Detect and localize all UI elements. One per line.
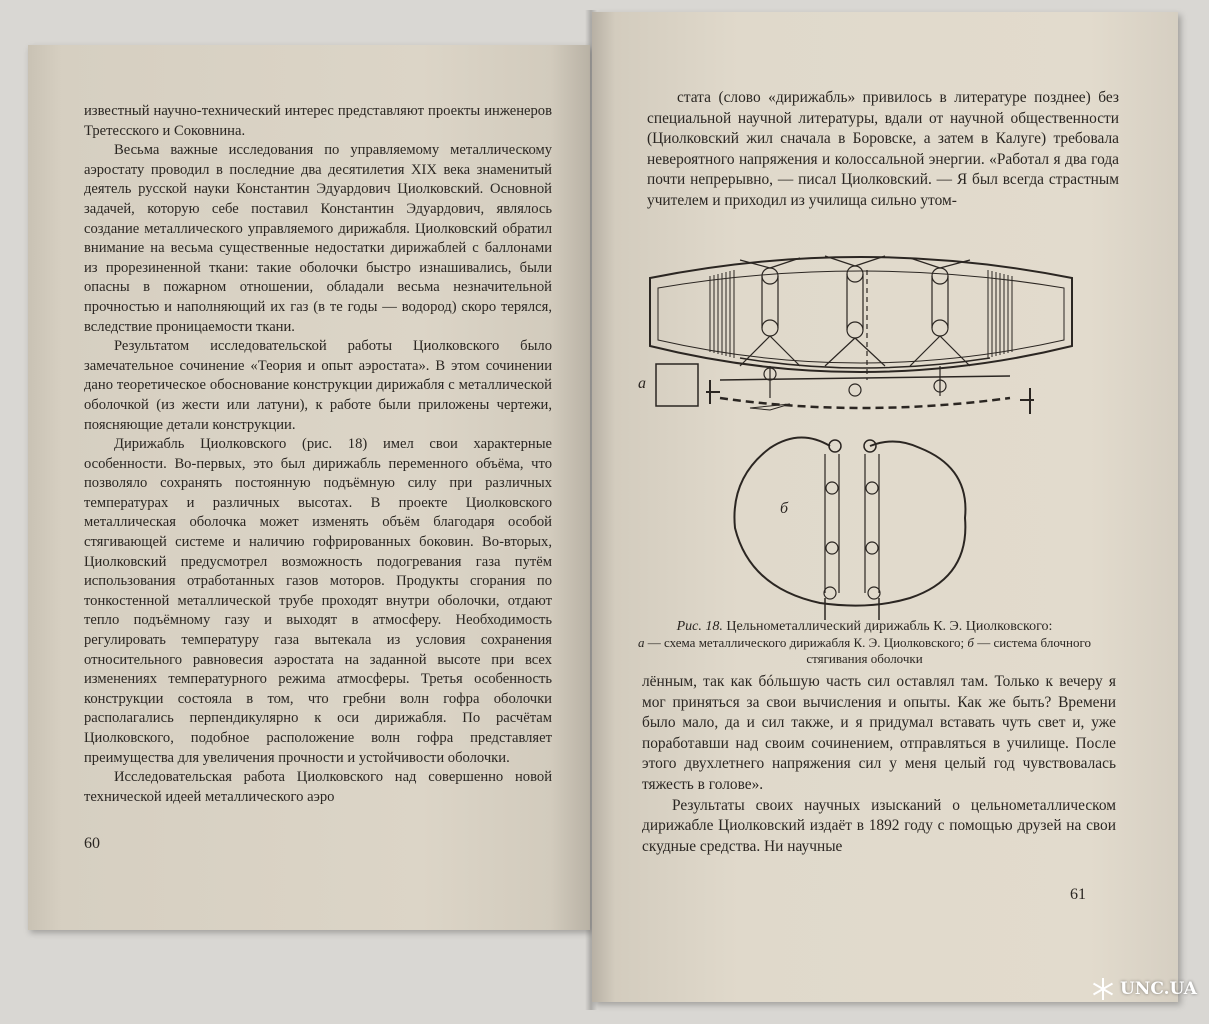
paragraph: Дирижабль Циолковского (рис. 18) имел свои характерные особенности. Во-первых, это был дирижабль переменного объёма, что позволяло сохранять постоянную подъёмную силу при различных температурах и различных высотах. В проекте Циолковского металлическая оболочка может изменять объём благодаря особой стягивающей системе и наличию гофрированных боковин. Во-вторых, Циолковский предусмотрел возможность подогревания газа путём использования отработанных газов моторов. Продукты сгорания по тонкостенной металлической трубе проходят внутри оболочки, отдают тепло подъёмному газу и выходят в атмосферу. Необходимость регулировать температуру газа вытекала из условия сохранения относительного равновесия аэростата на заданной высоте при всех изменениях температурного режима атмосферы. Третья особенность конструкции состояла в том, что гребни волн гофра оболочки располагались перпендикулярно к оси дирижабля. По расчётам Циолковского, подобное расположение волн гофра представляет преимущества для увеличения прочности и устойчивости оболочки.: [84, 436, 552, 766]
caption-legend-b-key: б: [967, 635, 974, 650]
caption-prefix: Рис. 18.: [676, 619, 723, 634]
caption-title: Цельнометаллический дирижабль К. Э. Циолковского:: [726, 619, 1053, 634]
paragraph: известный научно-технический интерес представляют проекты инженеров Третесского и Соковнина.: [84, 103, 552, 139]
hull-cross-section: [734, 437, 965, 605]
figure-label-b: б: [780, 500, 789, 517]
left-page-text: [84, 102, 552, 807]
caption-legend-a-key: а: [638, 635, 645, 650]
watermark-text: UNC.UA: [1119, 979, 1197, 999]
paragraph: Результаты своих научных изысканий о цельнометаллическом дирижабле Циолковский издаёт в 1892 году с помощью друзей на свои скудные средства. Ни научные: [642, 796, 1116, 855]
corrugated-section-right: [988, 270, 1012, 358]
snowflake-icon: [1090, 976, 1116, 1002]
cross-section-gondola: [825, 598, 879, 620]
paragraph: Исследовательская работа Циолковского над совершенно новой технической идеей металлического аэро: [84, 769, 552, 805]
corrugated-section-left: [710, 270, 734, 358]
right-page-top-text: [647, 88, 1119, 212]
left-page: [28, 45, 590, 930]
page-number: 61: [1070, 886, 1086, 903]
airship-hull-inner: [658, 271, 1064, 363]
gondola: [720, 376, 1010, 380]
airship-hull-outline: [650, 257, 1072, 372]
engine-box: [656, 364, 698, 406]
cross-section-pulleys: [824, 454, 880, 599]
figure-label-a: а: [638, 375, 646, 392]
watermark: [1090, 976, 1197, 1002]
paragraph: Результатом исследовательской работы Циолковского было замечательное сочинение «Теория и опыт аэростата». В этом сочинении дано теоретическое обоснование конструкции дирижабля с металлической оболочкой (из жести или латуни), к работе были приложены чертежи, поясняющие детали конструкции.: [84, 338, 552, 433]
figure-caption: [612, 619, 1117, 667]
right-page: [592, 12, 1178, 1002]
paragraph: стата (слово «дирижабль» привилось в литературе позднее) без специальной научной литературы, вдали от научной общественности (Циолковский жил сначала в Боровске, а затем в Калуге) требовала невероятного напряжения и колоссальной энергии. «Работал я два года почти непрерывно, — писал Циолковский. — Я был всегда страстным учителем и приходил из училища сильно утом-: [647, 89, 1119, 209]
paragraph: Весьма важные исследования по управляемому металлическому аэростату проводил в последние два десятилетия XIX века знаменитый деятель русской науки Константин Эдуардович Циолковский. Основной задачей, которую себе поставил Константин Эдуардович, являлось создание металлического управляемого дирижабля. Циолковский обратил внимание на весьма существенные недостатки дирижаблей с баллонами из прорезиненной ткани: такие оболочки быстро изнашивались, были опасны в пожарном отношении, обладали весьма незначительной прочностью и наполняющий их газ (в те годы — водород) скоро терялся, вследствие проницаемости ткани.: [84, 142, 552, 335]
caption-legend-a: — схема металлического дирижабля К. Э. Циолковского;: [647, 635, 965, 650]
caption-legend-b: — система блочного стягивания оболочки: [806, 635, 1091, 666]
propeller-left: [706, 380, 720, 404]
paragraph: лённым, так как бóльшую часть сил оставлял там. Только к вечеру я мог приняться за свои вычисления и опыты. Как же быть? Времени было мало, да и сил также, и я придумал вставать чуть свет и, уже поработавши над своим сочинением, отправляться в училище. После этого двухлетнего напряжения сил у меня целый год чувствовалась тяжесть в голове».: [642, 673, 1116, 793]
right-page-bottom-text: [642, 672, 1116, 857]
airship-diagram: [620, 248, 1100, 620]
propeller-right: [1020, 388, 1034, 414]
page-number: 60: [84, 835, 100, 852]
